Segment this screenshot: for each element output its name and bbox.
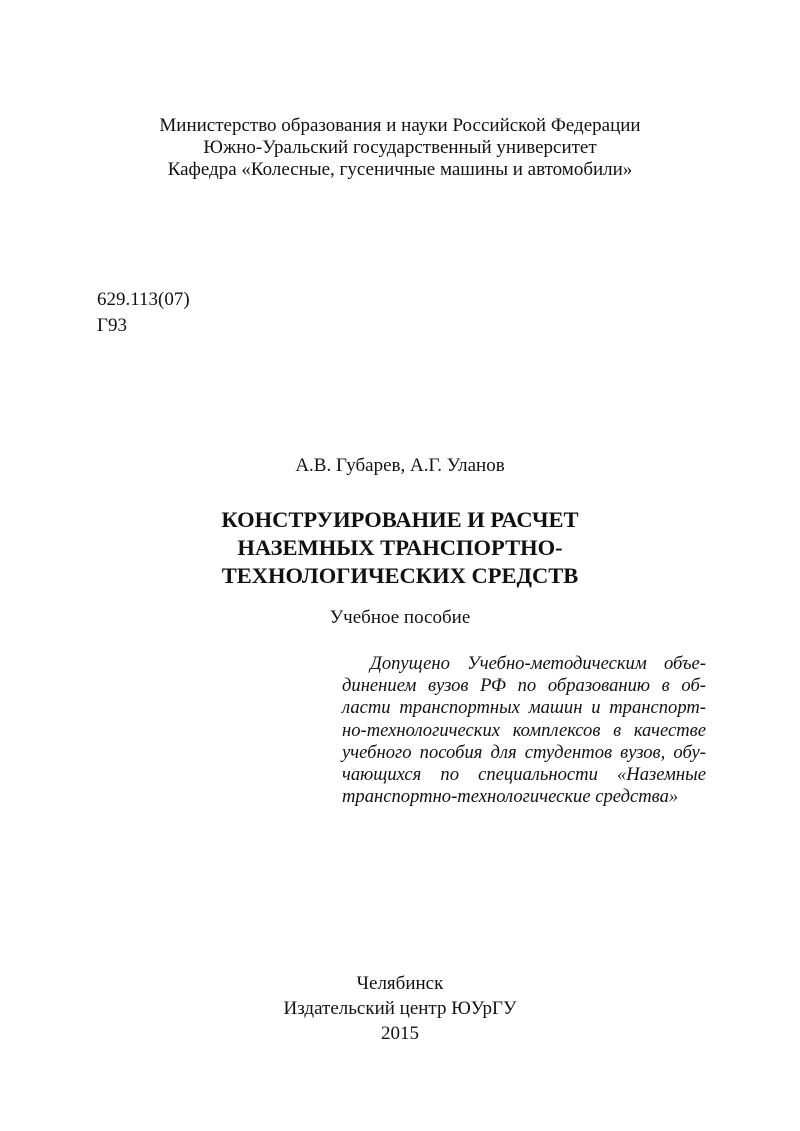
approval-line: но-технологических комплексов в качестве	[342, 719, 706, 741]
udc-code: 629.113(07)	[97, 289, 190, 310]
approval-line: транспортно-технологические средства»	[342, 786, 679, 808]
approval-line: учебного пособия для студентов вузов, обу-	[342, 741, 706, 763]
approval-line: Допущено Учебно-методическим объе-	[370, 653, 706, 674]
imprint-publisher: Издательский центр ЮУрГУ	[283, 998, 517, 1019]
classification-codes	[97, 287, 190, 339]
document-type: Учебное пособие	[329, 607, 471, 628]
authors: А.В. Губарев, А.Г. Уланов	[295, 455, 505, 476]
title-line: КОНСТРУИРОВАНИЕ И РАСЧЕТ	[221, 507, 579, 532]
approval-note	[342, 653, 706, 808]
title-line: ТЕХНОЛОГИЧЕСКИХ СРЕДСТВ	[221, 563, 579, 588]
imprint-year: 2015	[381, 1023, 419, 1044]
university-line: Южно-Уральский государственный университет	[203, 137, 597, 158]
imprint-city: Челябинск	[356, 973, 444, 994]
title-line: НАЗЕМНЫХ ТРАНСПОРТНО-	[237, 535, 563, 560]
approval-line: ласти транспортных машин и транспорт-	[342, 697, 706, 719]
book-title	[0, 506, 800, 590]
approval-line: чающихся по специальности «Наземные	[342, 764, 706, 786]
approval-line: динением вузов РФ по образованию в об-	[342, 675, 706, 697]
department-line: Кафедра «Колесные, гусеничные машины и автомобили»	[167, 159, 633, 180]
imprint	[0, 971, 800, 1046]
ministry-line: Министерство образования и науки Российской Федерации	[159, 115, 641, 136]
bbk-code: Г93	[97, 315, 127, 336]
organization-block	[0, 115, 800, 181]
